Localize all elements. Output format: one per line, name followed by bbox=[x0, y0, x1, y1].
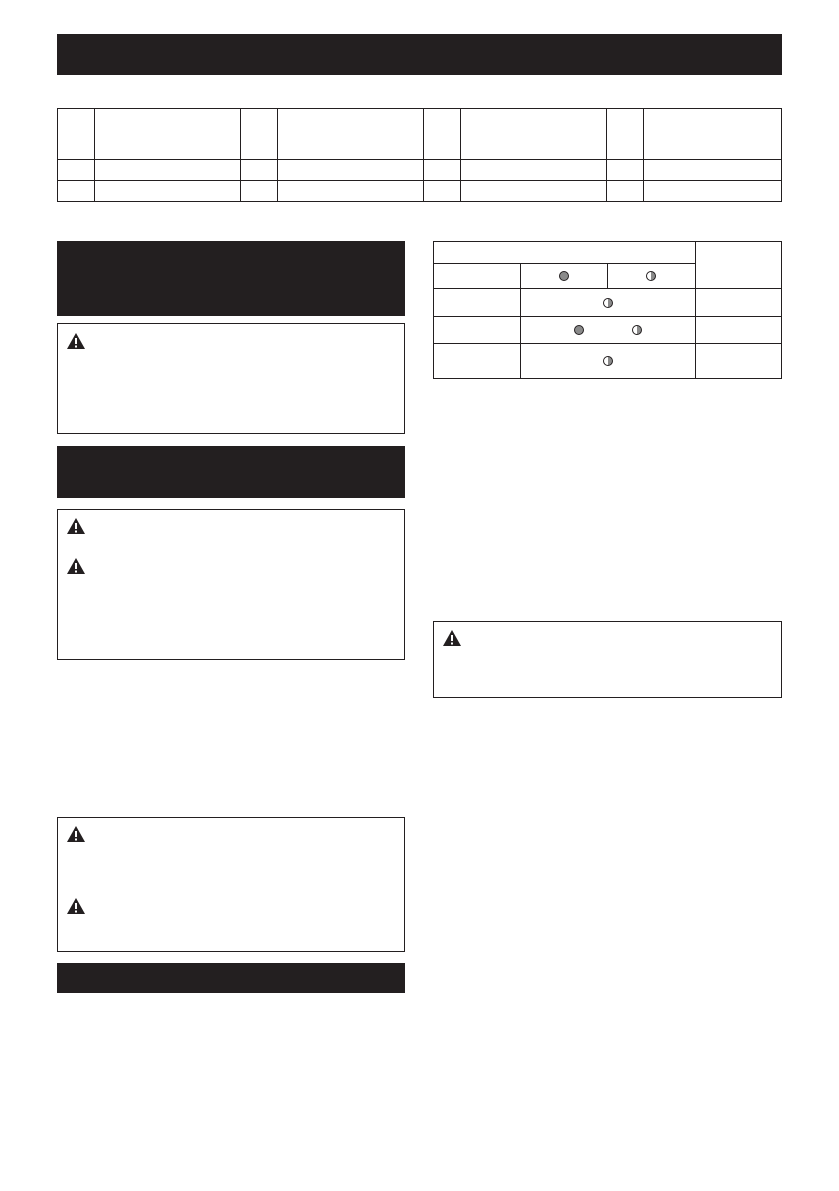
indicator-blinking-icon bbox=[646, 271, 656, 281]
indicator-label bbox=[434, 344, 521, 379]
spec-cell bbox=[95, 181, 241, 202]
spec-cell bbox=[424, 160, 461, 181]
indicator-lit-icon bbox=[574, 325, 584, 335]
spec-cell bbox=[95, 160, 241, 181]
spec-cell bbox=[241, 109, 278, 160]
spec-cell bbox=[461, 181, 607, 202]
indicator-result bbox=[695, 289, 781, 317]
indicator-blinking-icon bbox=[603, 298, 613, 308]
warning-box bbox=[57, 509, 405, 660]
spec-cell bbox=[241, 160, 278, 181]
section-title-bar bbox=[57, 446, 405, 498]
spec-cell bbox=[58, 160, 95, 181]
indicator-label bbox=[434, 289, 521, 317]
indicator-blinking-icon bbox=[603, 356, 613, 366]
spec-cell bbox=[644, 160, 782, 181]
spec-cell bbox=[95, 109, 241, 160]
spec-cell bbox=[461, 160, 607, 181]
indicator-header bbox=[434, 242, 696, 264]
indicator-cell bbox=[521, 289, 695, 317]
spec-cell bbox=[607, 160, 644, 181]
spec-cell bbox=[58, 181, 95, 202]
indicator-blinking-icon bbox=[632, 325, 642, 335]
indicator-result bbox=[695, 344, 781, 379]
spec-cell bbox=[424, 109, 461, 160]
indicator-header-right bbox=[695, 242, 781, 289]
warning-triangle-icon bbox=[66, 332, 86, 350]
warning-triangle-icon bbox=[66, 557, 86, 575]
indicator-cell bbox=[607, 264, 695, 289]
spec-cell bbox=[424, 181, 461, 202]
indicator-lit-icon bbox=[559, 271, 569, 281]
warning-triangle-icon bbox=[66, 517, 86, 535]
indicator-table bbox=[433, 241, 782, 379]
warning-box bbox=[433, 621, 782, 698]
body-text bbox=[57, 670, 405, 810]
warning-box bbox=[57, 817, 405, 952]
indicator-label bbox=[434, 264, 521, 289]
spec-cell bbox=[644, 109, 782, 160]
spec-cell bbox=[644, 181, 782, 202]
section-title-bar bbox=[57, 241, 405, 316]
indicator-cell bbox=[521, 317, 695, 344]
spec-cell bbox=[58, 109, 95, 160]
spec-table bbox=[57, 108, 782, 202]
warning-triangle-icon bbox=[442, 629, 462, 647]
spec-cell bbox=[607, 109, 644, 160]
warning-triangle-icon bbox=[66, 897, 86, 915]
indicator-cell bbox=[521, 344, 695, 379]
spec-cell bbox=[461, 109, 607, 160]
warning-triangle-icon bbox=[66, 825, 86, 843]
spec-cell bbox=[278, 109, 424, 160]
header-bar bbox=[57, 34, 782, 75]
spec-cell bbox=[278, 160, 424, 181]
spec-cell bbox=[278, 181, 424, 202]
section-title-bar bbox=[57, 963, 405, 993]
indicator-result bbox=[695, 317, 781, 344]
indicator-label bbox=[434, 317, 521, 344]
warning-box bbox=[57, 323, 405, 434]
spec-cell bbox=[607, 181, 644, 202]
spec-cell bbox=[241, 181, 278, 202]
body-text bbox=[433, 392, 782, 612]
indicator-cell bbox=[521, 264, 608, 289]
